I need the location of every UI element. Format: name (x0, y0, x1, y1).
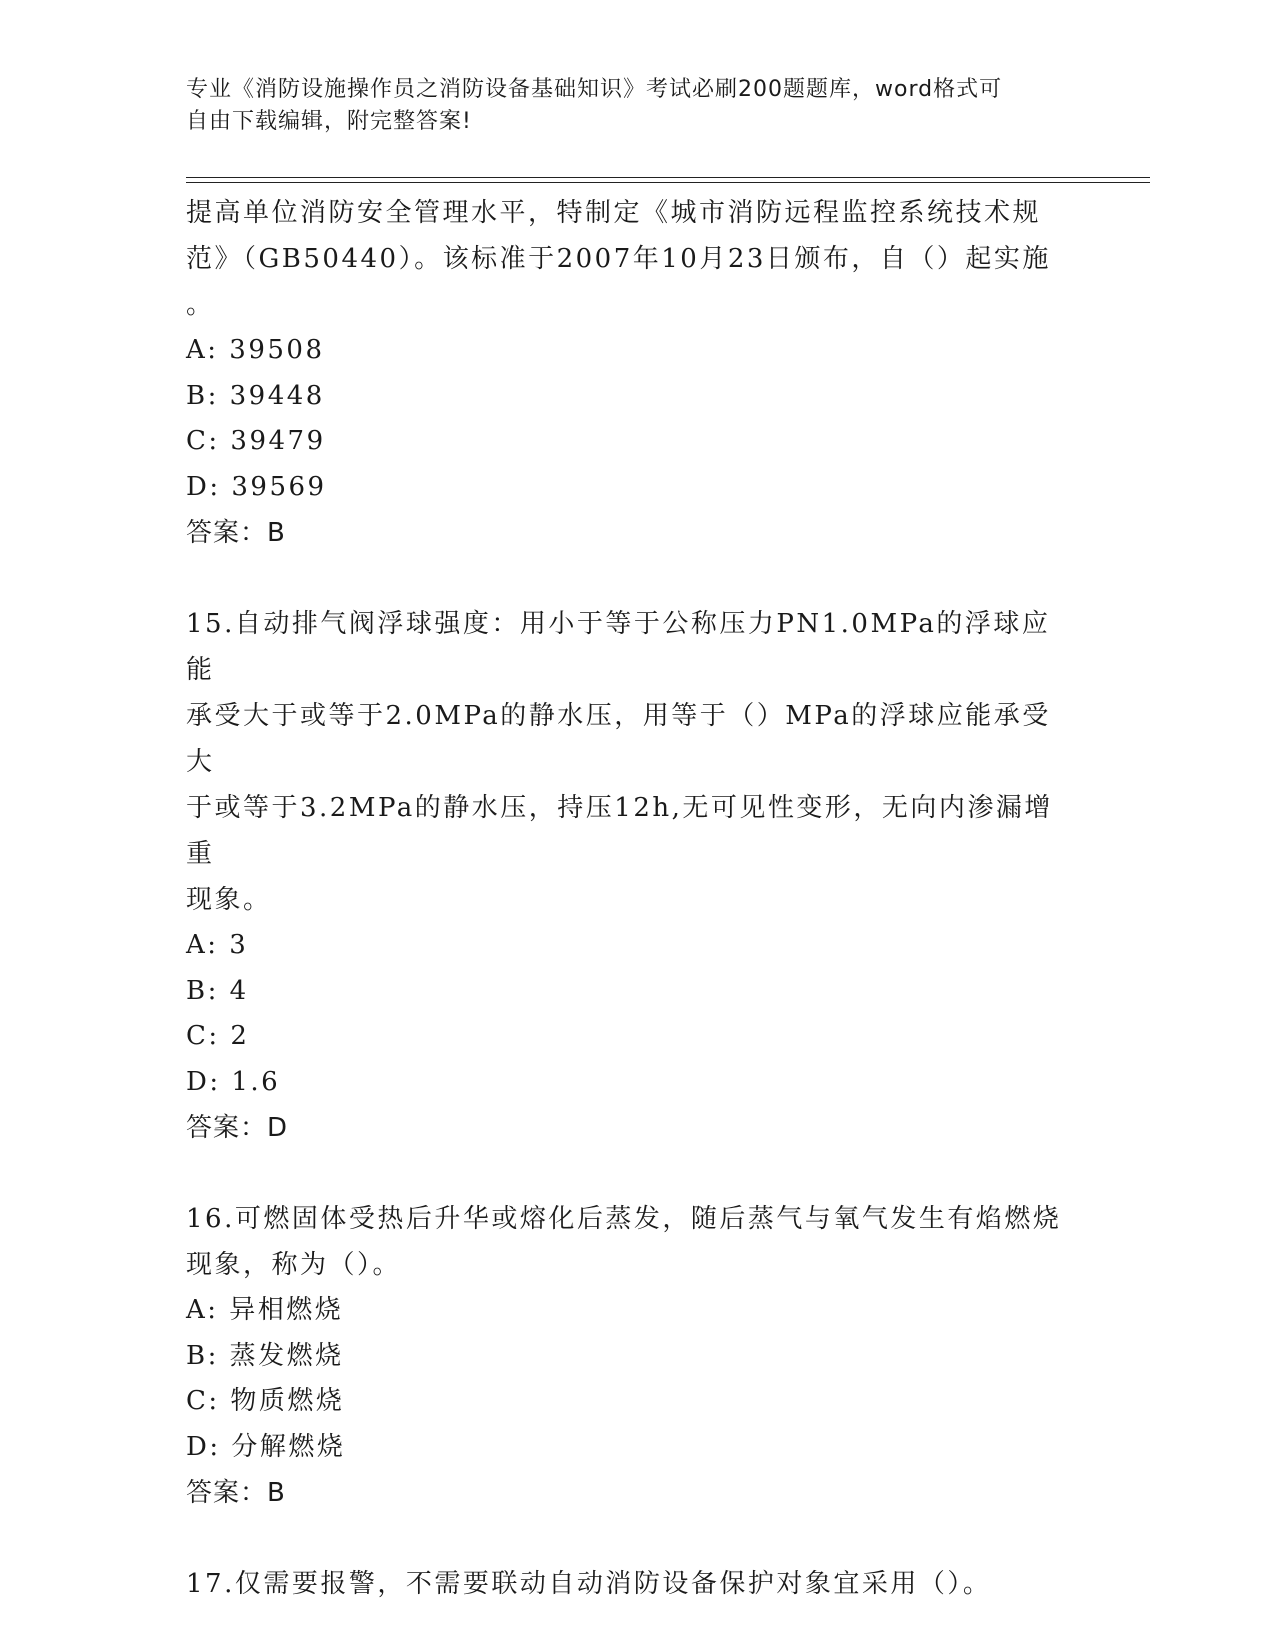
answer-line: 答案：D (186, 1113, 289, 1143)
question-stem-line: 17.仅需要报警，不需要联动自动消防设备保护对象宜采用（）。 (186, 1569, 992, 1599)
question-stem-line: 现象，称为（）。 (186, 1250, 402, 1280)
option-b: B: 4 (186, 975, 249, 1006)
option-b: B: 39448 (186, 380, 325, 411)
question-stem-line: 15.自动排气阀浮球强度：用小于等于公称压力PN1.0MPa的浮球应能 (186, 609, 1051, 685)
option-d: D: 39569 (186, 471, 327, 502)
question-stem-line: 现象。 (186, 885, 272, 915)
question-16 (186, 1196, 1076, 1516)
question-stem-line: 提高单位消防安全管理水平，特制定《城市消防远程监控系统技术规 (186, 198, 1042, 228)
question-stem-line: 16.可燃固体受热后升华或熔化后蒸发，随后蒸气与氧气发生有焰燃烧 (186, 1204, 1062, 1234)
option-b: B: 蒸发燃烧 (186, 1340, 344, 1371)
option-c: C: 2 (186, 1021, 250, 1051)
header-divider-bottom (186, 182, 1150, 183)
option-d: D: 分解燃烧 (186, 1431, 346, 1462)
question-stem-line: 范》（GB50440）。该标准于2007年10月23日颁布，自（）起实施 (186, 244, 1051, 274)
header-line-2: 自由下载编辑，附完整答案! (186, 109, 472, 134)
spacer (186, 556, 1076, 601)
question-list (186, 190, 1076, 1607)
question-17 (186, 1561, 1076, 1607)
option-c: C: 物质燃烧 (186, 1386, 345, 1416)
question-stem-line: 承受大于或等于2.0MPa的静水压，用等于（）MPa的浮球应能承受大 (186, 701, 1051, 777)
option-a: A: 异相燃烧 (186, 1295, 344, 1325)
header-line-1: 专业《消防设施操作员之消防设备基础知识》考试必刷200题题库，word格式可 (186, 77, 1003, 102)
document-header (186, 74, 1066, 138)
option-a: A: 39508 (186, 335, 325, 365)
option-d: D: 1.6 (186, 1066, 281, 1097)
spacer (186, 1151, 1076, 1196)
spacer (186, 1516, 1076, 1561)
header-divider-top (186, 177, 1150, 178)
answer-line: 答案：B (186, 518, 286, 548)
option-a: A: 3 (186, 930, 249, 960)
option-c: C: 39479 (186, 426, 326, 456)
question-14 (186, 190, 1076, 556)
question-stem-line: 。 (186, 290, 215, 320)
question-15 (186, 601, 1076, 1151)
question-stem-line: 于或等于3.2MPa的静水压，持压12h,无可见性变形，无向内渗漏增重 (186, 793, 1053, 869)
answer-line: 答案：B (186, 1478, 286, 1508)
